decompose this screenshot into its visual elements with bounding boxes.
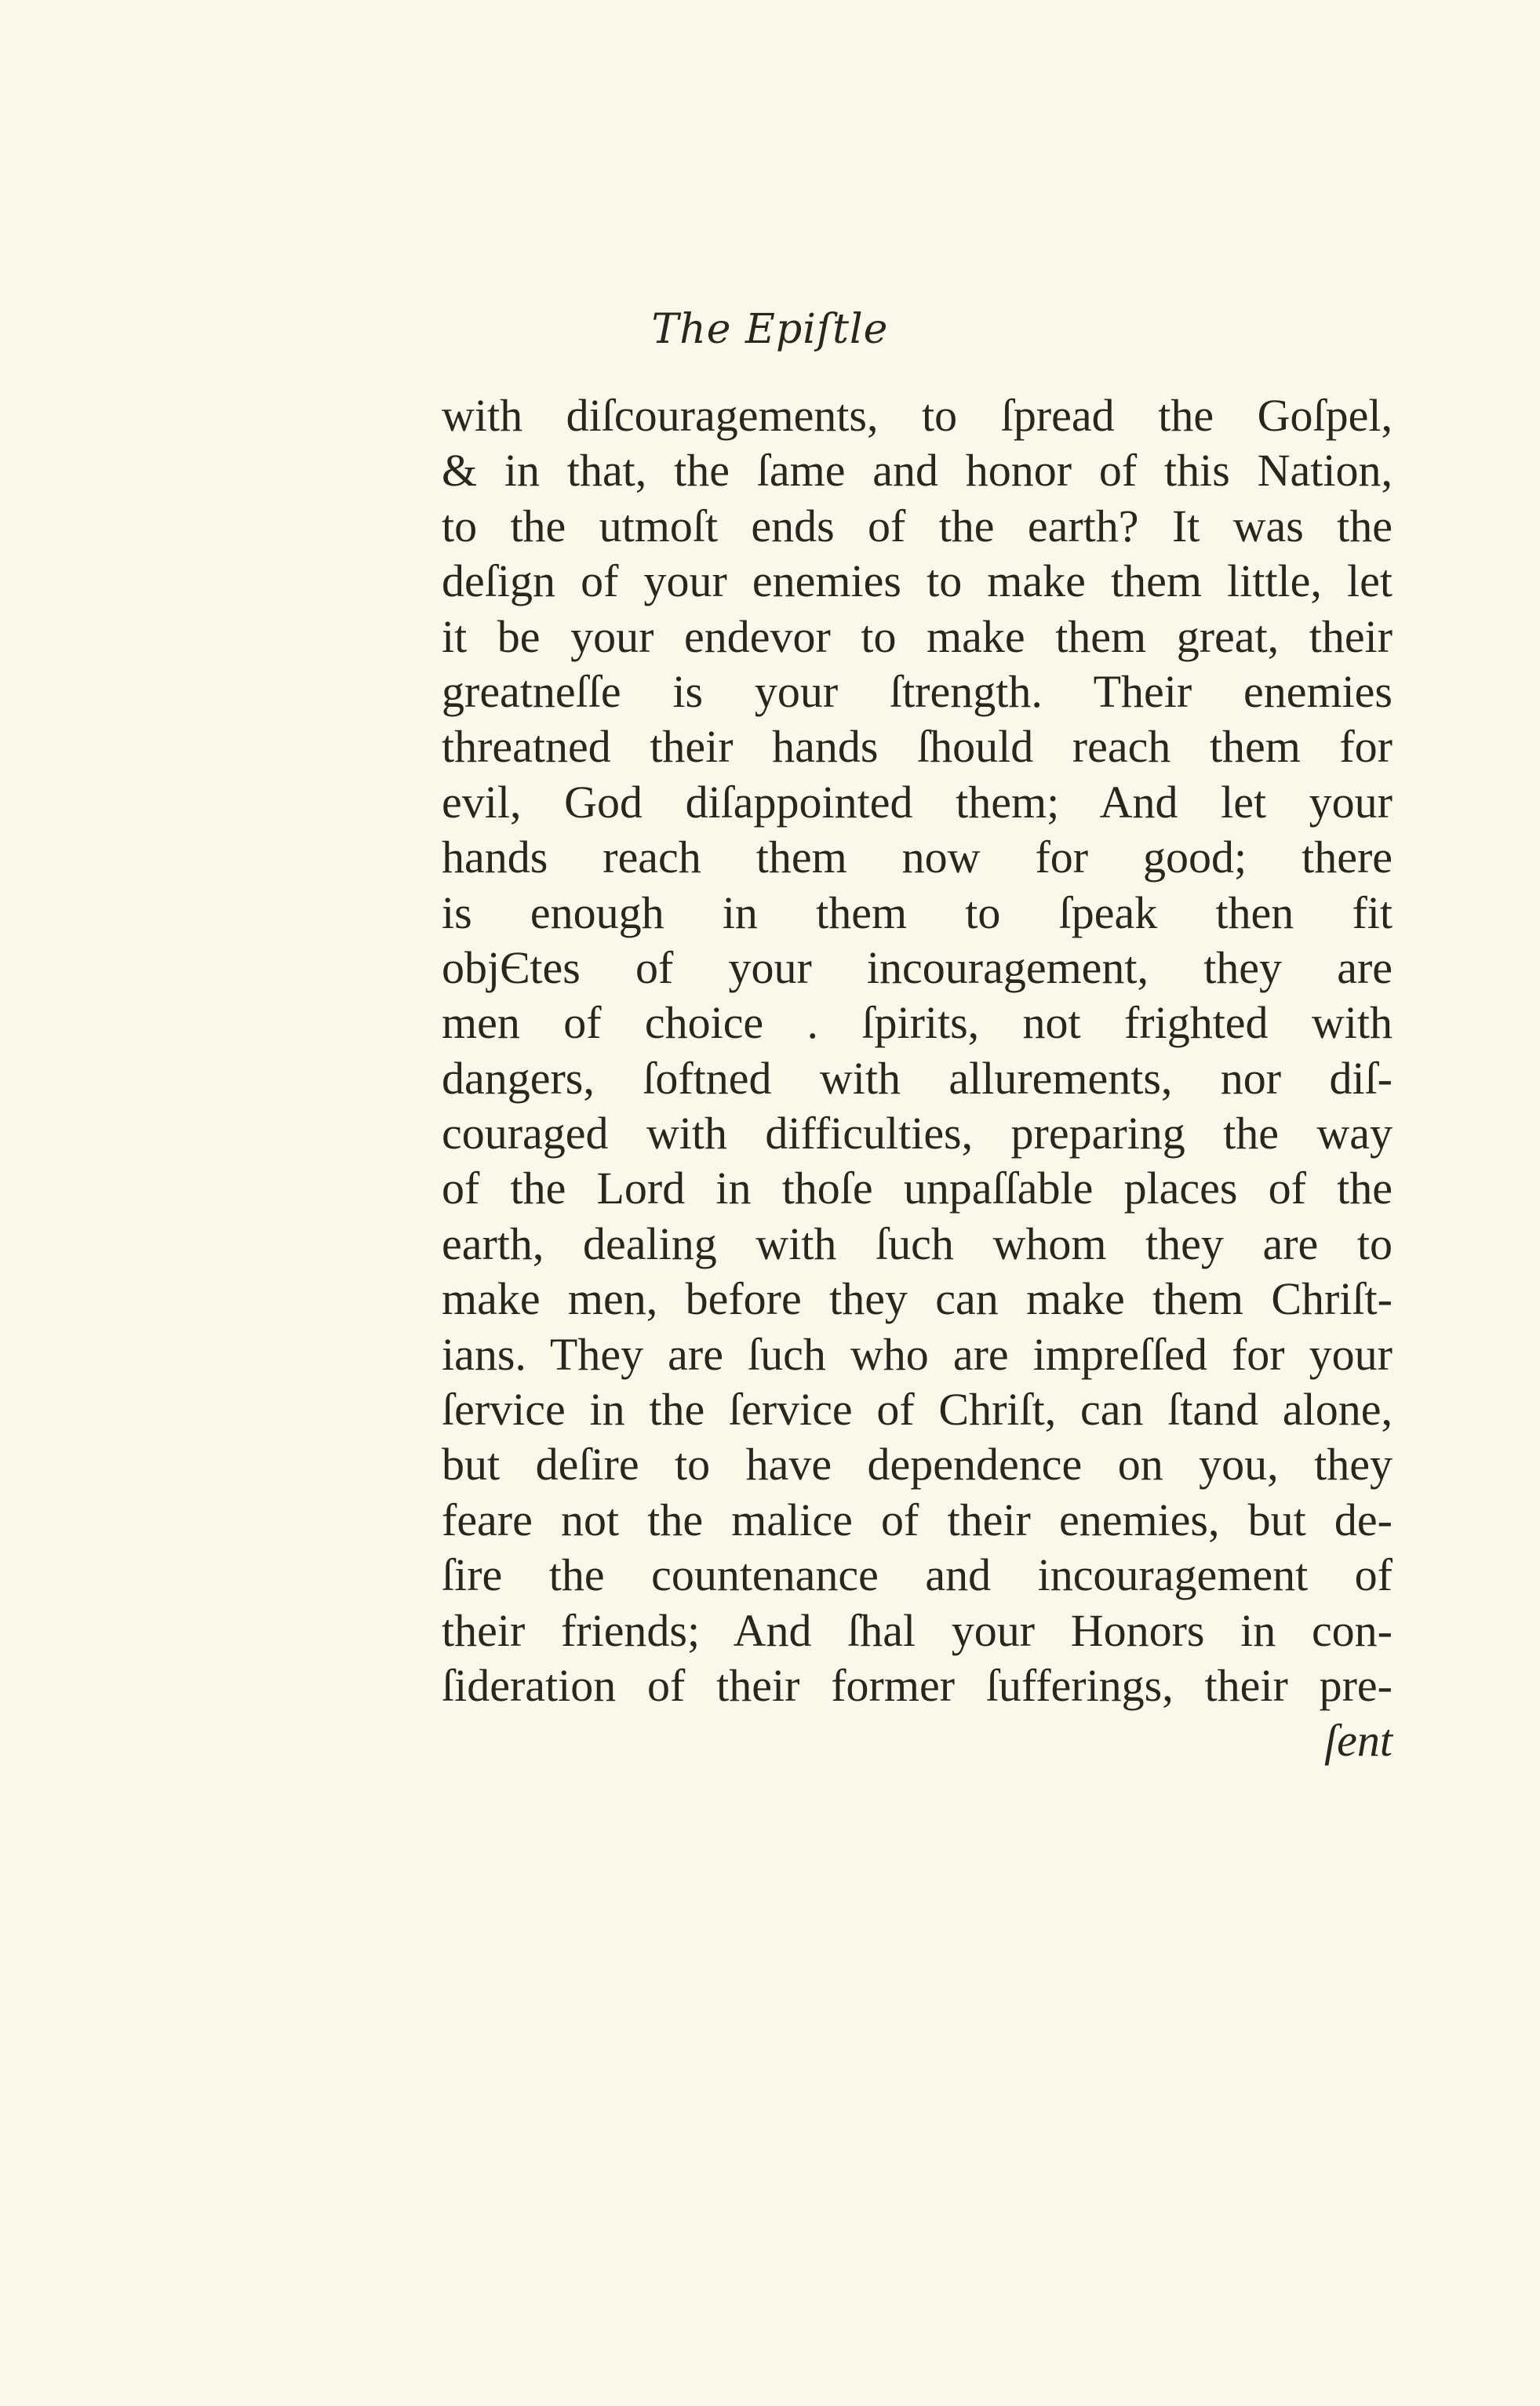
text-line: ſervice in the ſervice of Chriſt, can ſtand alone, xyxy=(442,1384,1393,1436)
text-line: with diſcouragements, to ſpread the Goſpel, xyxy=(442,390,1393,441)
text-line: make men, before they can make them Chriſt- xyxy=(442,1273,1393,1325)
text-line: to the utmoſt ends of the earth? It was the xyxy=(442,500,1393,551)
text-line: earth, dealing with ſuch whom they are to xyxy=(442,1218,1393,1269)
text-line: their friends; And ſhal your Honors in con- xyxy=(442,1604,1393,1656)
text-line: hands reach them now for good; there xyxy=(442,832,1393,883)
text-line: it be your endevor to make them great, their xyxy=(442,610,1393,662)
text-line: deſign of your enemies to make them little, let xyxy=(442,555,1393,607)
text-line: ſideration of their former ſufferings, their pre- xyxy=(442,1659,1393,1711)
text-line: ians. They are ſuch who are impreſſed for your xyxy=(442,1328,1393,1380)
catchword: ſent xyxy=(1324,1715,1393,1767)
text-line: ſire the countenance and incouragement of xyxy=(442,1549,1393,1601)
text-line: objЄtes of your incouragement, they are xyxy=(442,941,1393,993)
text-line: & in that, the ſame and honor of this Nation, xyxy=(442,445,1393,497)
text-line: greatneſſe is your ſtrength. Their enemies xyxy=(442,665,1393,717)
running-head: The Epiſtle xyxy=(651,306,889,353)
text-line: feare not the malice of their enemies, but de- xyxy=(442,1494,1393,1545)
text-line: couraged with difficulties, preparing the way xyxy=(442,1108,1393,1159)
text-line: evil, God diſappointed them; And let your xyxy=(442,776,1393,828)
text-line: men of choice . ſpirits, not frighted with xyxy=(442,997,1393,1049)
text-line: dangers, ſoftned with allurements, nor diſ- xyxy=(442,1052,1393,1104)
text-line: is enough in them to ſpeak then fit xyxy=(442,886,1393,938)
text-line: but deſire to have dependence on you, they xyxy=(442,1439,1393,1491)
body-text xyxy=(442,388,1393,1769)
text-line: threatned their hands ſhould reach them for xyxy=(442,721,1393,773)
text-line: of the Lord in thoſe unpaſſable places of the xyxy=(442,1163,1393,1214)
